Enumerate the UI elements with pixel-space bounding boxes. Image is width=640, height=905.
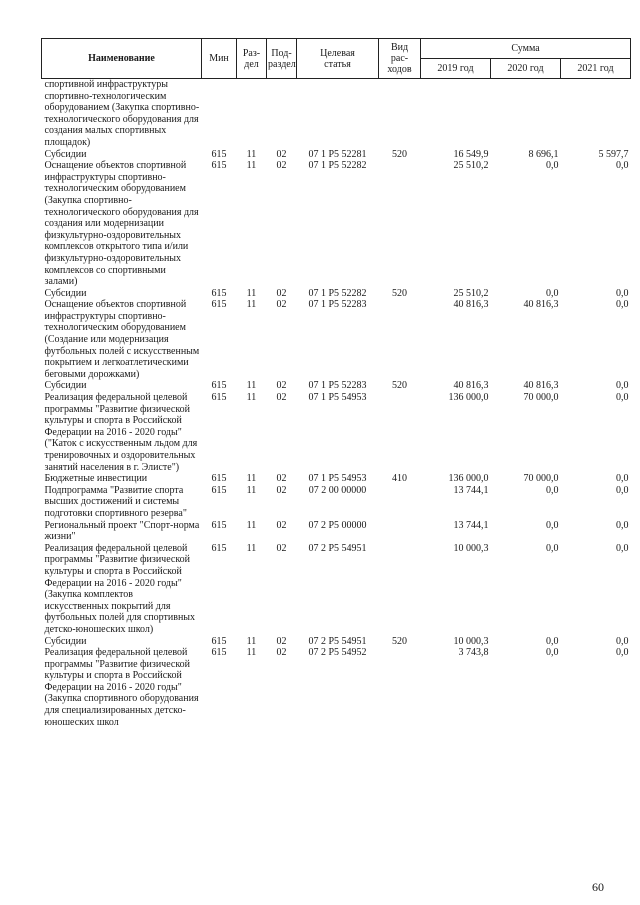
header-2021: 2021 год	[561, 59, 631, 79]
cell-razdel: 11	[246, 519, 257, 531]
cell-y2019: 13 744,1	[453, 484, 489, 496]
cell-y2019: 136 000,0	[448, 392, 489, 404]
cell-name: Реализация федеральной целевой программы "Развитие физической культуры и спорта в Российской Федерации на 2016 - 2020 годы" (Закупка спортивного оборудования для специализированных детско-юношеских школ	[44, 647, 199, 728]
cell-article: 07 1 Р5 52283	[308, 299, 367, 311]
cell-y2021: 0,0	[616, 473, 629, 485]
cell-y2020	[491, 79, 561, 149]
cell-y2021	[561, 79, 631, 149]
cell-article: 07 1 Р5 54953	[308, 473, 367, 485]
cell-min: 615	[211, 287, 227, 299]
cell-y2020: 0,0	[546, 484, 559, 496]
cell-article: 07 2 Р5 54951	[308, 635, 367, 647]
table-row	[42, 647, 631, 728]
cell-y2019: 3 743,8	[458, 647, 489, 659]
cell-y2019: 136 000,0	[448, 473, 489, 485]
cell-podrazdel: 02	[276, 160, 287, 172]
cell-podrazdel	[267, 79, 297, 149]
cell-vid	[379, 299, 421, 380]
cell-y2021: 0,0	[616, 287, 629, 299]
header-min: Мин	[202, 39, 237, 79]
table-row	[42, 79, 631, 149]
cell-name: Региональный проект "Спорт-норма жизни"	[44, 519, 200, 543]
cell-y2021: 0,0	[616, 392, 629, 404]
cell-y2019: 10 000,3	[453, 635, 489, 647]
cell-y2019: 40 816,3	[453, 380, 489, 392]
table-row	[42, 288, 631, 300]
cell-name: Реализация федеральной целевой программы "Развитие физической культуры и спорта в Российской Федерации на 2016 - 2020 годы" (Закупка комплектов искусственных покрытий для футбольных полей для спортивных детско-юношеских школ)	[44, 542, 196, 635]
cell-y2021: 0,0	[616, 635, 629, 647]
table-row	[42, 543, 631, 636]
cell-y2019: 10 000,3	[453, 542, 489, 554]
cell-y2020: 40 816,3	[523, 380, 559, 392]
cell-vid	[379, 485, 421, 520]
cell-article: 07 1 Р5 52281	[308, 148, 367, 160]
cell-article: 07 1 Р5 52283	[308, 380, 367, 392]
cell-razdel: 11	[246, 299, 257, 311]
cell-vid	[379, 647, 421, 728]
cell-name: Оснащение объектов спортивной инфраструктуры спортивно-технологическим оборудованием (Закупка спортивно-технологического оборудования для создания или модернизации физкультурно-оздоровительных комплексов открытого типа и/или физкультурно-оздоровительных комплексов со спортивными залами)	[44, 160, 199, 288]
cell-podrazdel: 02	[276, 542, 287, 554]
table-row	[42, 473, 631, 485]
header-name: Наименование	[42, 39, 202, 79]
cell-min: 615	[211, 380, 227, 392]
cell-razdel: 11	[246, 647, 257, 659]
cell-min: 615	[211, 542, 227, 554]
cell-y2021: 0,0	[616, 519, 629, 531]
cell-name: Субсидии	[44, 287, 87, 299]
header-podrazdel: Под- раздел	[267, 39, 297, 79]
cell-razdel: 11	[246, 542, 257, 554]
cell-y2019: 40 816,3	[453, 299, 489, 311]
page-number: 60	[592, 880, 604, 894]
cell-razdel: 11	[246, 473, 257, 485]
cell-article: 07 1 Р5 52282	[308, 287, 367, 299]
cell-article: 07 2 Р5 54951	[308, 542, 367, 554]
cell-min: 615	[211, 519, 227, 531]
cell-name: Субсидии	[44, 635, 87, 647]
table-row	[42, 392, 631, 473]
cell-y2021: 0,0	[616, 160, 629, 172]
cell-vid	[379, 543, 421, 636]
cell-y2021: 5 597,7	[598, 148, 629, 160]
cell-vid: 410	[392, 473, 407, 485]
cell-name: Реализация федеральной целевой программы "Развитие физической культуры и спорта в Российской Федерации на 2016 - 2020 годы" ("Каток с искусственным льдом для тренировочных и оздоровительных занятий населения в г. Элисте")	[44, 392, 198, 473]
cell-y2021: 0,0	[616, 484, 629, 496]
cell-name: Подпрограмма "Развитие спорта высших достижений и системы подготовки спортивного резерва"	[44, 484, 187, 519]
header-sum: Сумма	[421, 39, 631, 59]
cell-vid: 520	[392, 148, 407, 160]
cell-min: 615	[211, 299, 227, 311]
cell-y2019: 25 510,2	[453, 287, 489, 299]
header-2020: 2020 год	[491, 59, 561, 79]
cell-vid: 520	[392, 380, 407, 392]
cell-podrazdel: 02	[276, 148, 287, 160]
cell-y2020: 0,0	[546, 647, 559, 659]
cell-name: Субсидии	[44, 148, 87, 160]
cell-y2020: 0,0	[546, 160, 559, 172]
cell-min: 615	[211, 484, 227, 496]
cell-podrazdel: 02	[276, 635, 287, 647]
cell-razdel: 11	[246, 484, 257, 496]
table-row	[42, 485, 631, 520]
cell-podrazdel: 02	[276, 392, 287, 404]
cell-article: 07 1 Р5 54953	[308, 392, 367, 404]
cell-min: 615	[211, 635, 227, 647]
cell-name: Бюджетные инвестиции	[44, 473, 148, 485]
cell-vid	[379, 79, 421, 149]
cell-name: Субсидии	[44, 380, 87, 392]
cell-y2020: 40 816,3	[523, 299, 559, 311]
cell-razdel: 11	[246, 635, 257, 647]
cell-podrazdel: 02	[276, 484, 287, 496]
cell-min: 615	[211, 160, 227, 172]
cell-razdel: 11	[246, 392, 257, 404]
cell-y2020: 0,0	[546, 635, 559, 647]
cell-vid: 520	[392, 287, 407, 299]
table-row	[42, 149, 631, 161]
cell-min: 615	[211, 392, 227, 404]
table-row	[42, 160, 631, 288]
cell-vid	[379, 160, 421, 288]
cell-article: 07 1 Р5 52282	[308, 160, 367, 172]
cell-y2020: 8 696,1	[528, 148, 559, 160]
header-razdel: Раз- дел	[237, 39, 267, 79]
cell-podrazdel: 02	[276, 473, 287, 485]
cell-razdel: 11	[246, 148, 257, 160]
header-2019: 2019 год	[421, 59, 491, 79]
table-body	[42, 79, 631, 729]
cell-min: 615	[211, 148, 227, 160]
cell-razdel: 11	[246, 160, 257, 172]
cell-name: спортивной инфраструктуры спортивно-технологическим оборудованием (Закупка спортивно-технологического оборудования для создания малых спортивных площадок)	[44, 79, 200, 148]
cell-article	[297, 79, 379, 149]
cell-vid	[379, 392, 421, 473]
cell-y2021: 0,0	[616, 299, 629, 311]
cell-razdel: 11	[246, 287, 257, 299]
cell-vid	[379, 520, 421, 543]
cell-vid: 520	[392, 635, 407, 647]
cell-min: 615	[211, 473, 227, 485]
cell-article: 07 2 Р5 54952	[308, 647, 367, 659]
cell-podrazdel: 02	[276, 287, 287, 299]
table-row	[42, 299, 631, 380]
cell-razdel: 11	[246, 380, 257, 392]
table-row	[42, 636, 631, 648]
cell-min: 615	[211, 647, 227, 659]
cell-y2021: 0,0	[616, 380, 629, 392]
table-row	[42, 520, 631, 543]
cell-podrazdel: 02	[276, 519, 287, 531]
cell-podrazdel: 02	[276, 380, 287, 392]
cell-y2019: 25 510,2	[453, 160, 489, 172]
header-vid: Вид рас- ходов	[379, 39, 421, 79]
table-row	[42, 380, 631, 392]
cell-y2021: 0,0	[616, 542, 629, 554]
cell-y2019	[421, 79, 491, 149]
cell-y2019: 16 549,9	[453, 148, 489, 160]
cell-name: Оснащение объектов спортивной инфраструктуры спортивно-технологическим оборудованием (Создание или модернизация футбольных полей с искусственным покрытием и легкоатлетическими беговыми дорожками)	[44, 299, 200, 380]
header-article: Целевая статья	[297, 39, 379, 79]
cell-y2020: 70 000,0	[523, 473, 559, 485]
cell-y2020: 70 000,0	[523, 392, 559, 404]
cell-article: 07 2 Р5 00000	[308, 519, 367, 531]
cell-podrazdel: 02	[276, 647, 287, 659]
cell-y2020: 0,0	[546, 519, 559, 531]
cell-y2021: 0,0	[616, 647, 629, 659]
cell-razdel	[237, 79, 267, 149]
cell-article: 07 2 00 00000	[308, 484, 367, 496]
cell-y2020: 0,0	[546, 287, 559, 299]
cell-y2019: 13 744,1	[453, 519, 489, 531]
cell-min	[202, 79, 237, 149]
cell-podrazdel: 02	[276, 299, 287, 311]
cell-y2020: 0,0	[546, 542, 559, 554]
budget-table	[41, 38, 631, 728]
